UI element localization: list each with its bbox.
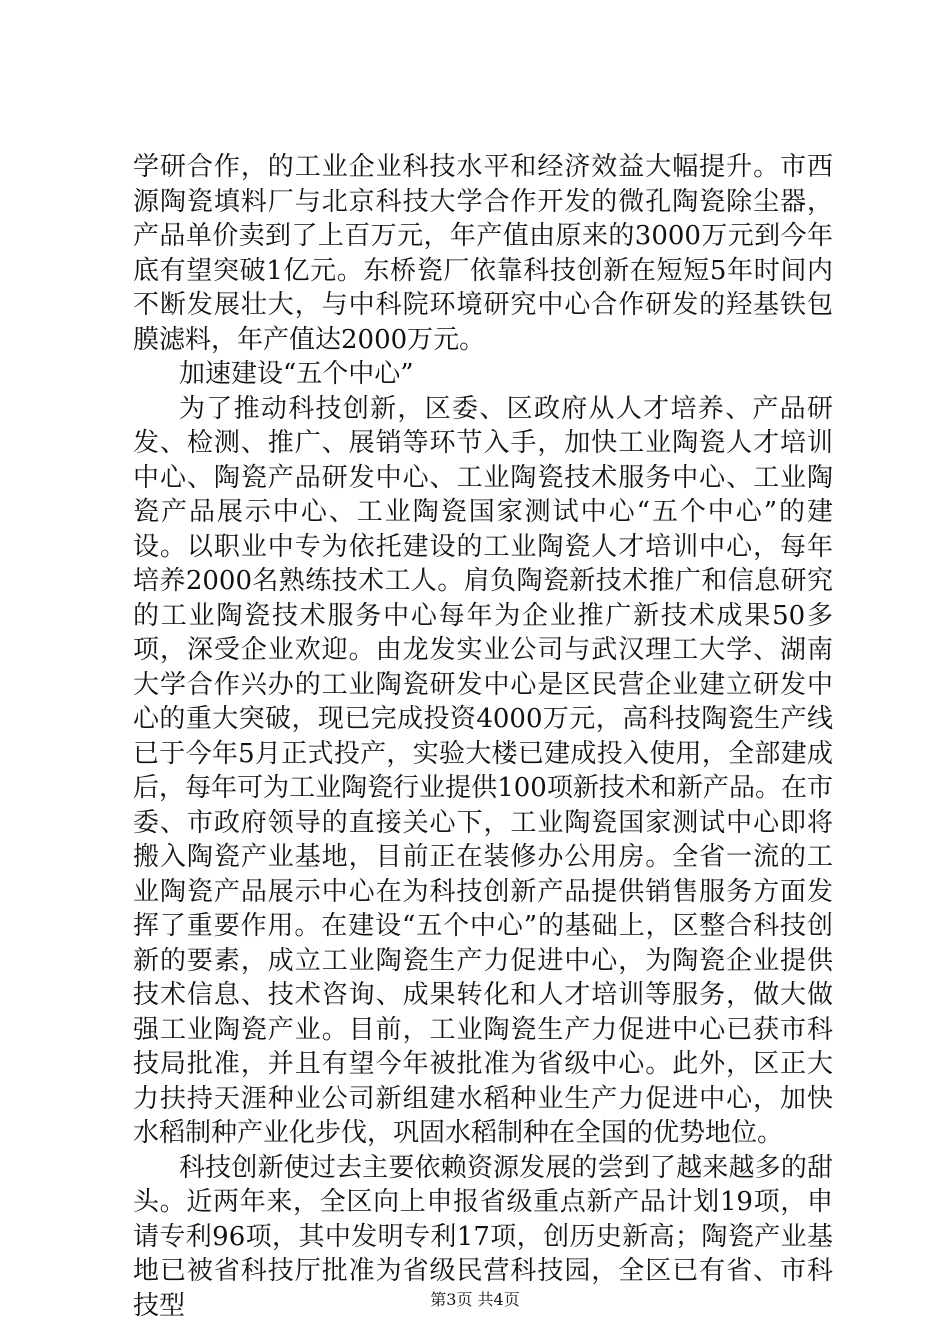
page-footer: 第3页 共4页	[430, 1290, 520, 1309]
paragraph-continuation: 学研合作，的工业企业科技水平和经济效益大幅提升。市西源陶瓷填料厂与北京科技大学合作开发的微孔陶瓷除尘器，产品单价卖到了上百万元，年产值由原来的3000万元到今年底有望突破1亿元。东桥瓷厂依靠科技创新在短短5年时间内不断发展壮大，与中科院环境研究中心合作研发的羟基铁包膜滤料，年产值达2000万元。	[133, 152, 833, 355]
paragraph-innovation-results: 科技创新使过去主要依赖资源发展的尝到了越来越多的甜头。近两年来，全区向上申报省级重点新产品计划19项，申请专利96项，其中发明专利17项，创历史新高；陶瓷产业基地已被省科技厅批准为省级民营科技园，全区已有省、市科技型	[133, 1152, 833, 1321]
document-body	[133, 150, 833, 1323]
section-heading: 加速建设“五个中心”	[179, 359, 414, 389]
paragraph-five-centers: 为了推动科技创新，区委、区政府从人才培养、产品研发、检测、推广、展销等环节入手，加快工业陶瓷人才培训中心、陶瓷产品研发中心、工业陶瓷技术服务中心、工业陶瓷产品展示中心、工业陶瓷国家测试中心“五个中心”的建设。以职业中专为依托建设的工业陶瓷人才培训中心，每年培养2000名熟练技术工人。肩负陶瓷新技术推广和信息研究的工业陶瓷技术服务中心每年为企业推广新技术成果50多项，深受企业欢迎。由龙发实业公司与武汉理工大学、湖南大学合作兴办的工业陶瓷研发中心是区民营企业建立研发中心的重大突破，现已完成投资4000万元，高科技陶瓷生产线已于今年5月正式投产，实验大楼已建成投入使用，全部建成后，每年可为工业陶瓷行业提供100项新技术和新产品。在市委、市政府领导的直接关心下，工业陶瓷国家测试中心即将搬入陶瓷产业基地，目前正在装修办公用房。全省一流的工业陶瓷产品展示中心在为科技创新产品提供销售服务方面发挥了重要作用。在建设“五个中心”的基础上，区整合科技创新的要素，成立工业陶瓷生产力促进中心，为陶瓷企业提供技术信息、技术咨询、成果转化和人才培训等服务，做大做强工业陶瓷产业。目前，工业陶瓷生产力促进中心已获市科技局批准，并且有望今年被批准为省级中心。此外，区正大力扶持天涯种业公司新组建水稻种业生产力促进中心，加快水稻制种产业化步伐，巩固水稻制种在全国的优势地位。	[133, 393, 833, 1148]
